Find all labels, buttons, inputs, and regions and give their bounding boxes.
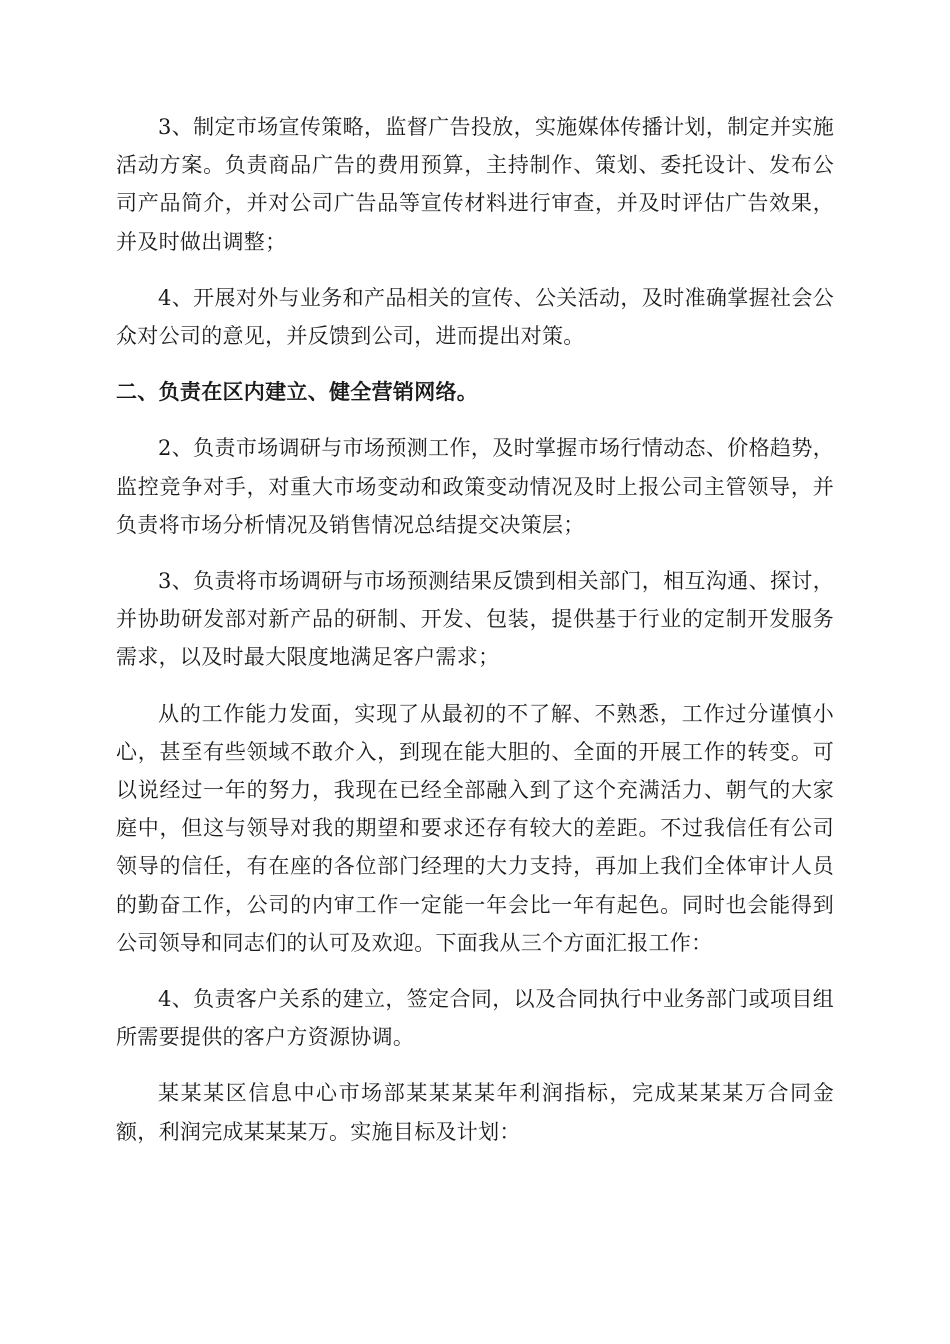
paragraph-item-3-feedback: 3、负责将市场调研与市场预测结果反馈到相关部门，相互沟通、探讨，并协助研发部对新产品的研制、开发、包装，提供基于行业的定制开发服务需求，以及时最大限度地满足客户需求； <box>116 569 834 670</box>
paragraph-item-2-market-research: 2、负责市场调研与市场预测工作，及时掌握市场行情动态、价格趋势，监控竞争对手，对重大市场变动和政策变动情况及时上报公司主管领导，并负责将市场分析情况及销售情况总结提交决策层； <box>116 436 834 537</box>
paragraph-item-3-promotion: 3、制定市场宣传策略，监督广告投放，实施媒体传播计划，制定并实施活动方案。负责商品广告的费用预算，主持制作、策划、委托设计、发布公司产品简介，并对公司广告品等宣传材料进行审查，并及时评估广告效果，并及时做出调整； <box>116 115 834 254</box>
document-body <box>116 108 834 1169</box>
section-heading: 二、负责在区内建立、健全营销网络。 <box>116 379 479 405</box>
paragraph-work-summary: 从的工作能力发面，实现了从最初的不了解、不熟悉，工作过分谨慎小心，甚至有些领域不敢介入，到现在能大胆的、全面的开展工作的转变。可以说经过一年的努力，我现在已经全部融入到了这个充满活力、朝气的大家庭中，但这与领导对我的期望和要求还存有较大的差距。不过我信任有公司领导的信任，有在座的各位部门经理的大力支持，再加上我们全体审计人员的勤奋工作，公司的内审工作一定能一年会比一年有起色。同时也会能得到公司领导和同志们的认可及欢迎。下面我从三个方面汇报工作： <box>116 701 834 955</box>
paragraph-profit-targets: 某某某区信息中心市场部某某某某年利润指标，完成某某某万合同金额，利润完成某某某万。实施目标及计划： <box>116 1081 834 1144</box>
paragraph-item-4-public-relations: 4、开展对外与业务和产品相关的宣传、公关活动，及时准确掌握社会公众对公司的意见，并反馈到公司，进而提出对策。 <box>116 285 834 349</box>
paragraph-item-4-customer-relations: 4、负责客户关系的建立，签定合同，以及合同执行中业务部门或项目组所需要提供的客户方资源协调。 <box>116 987 834 1050</box>
